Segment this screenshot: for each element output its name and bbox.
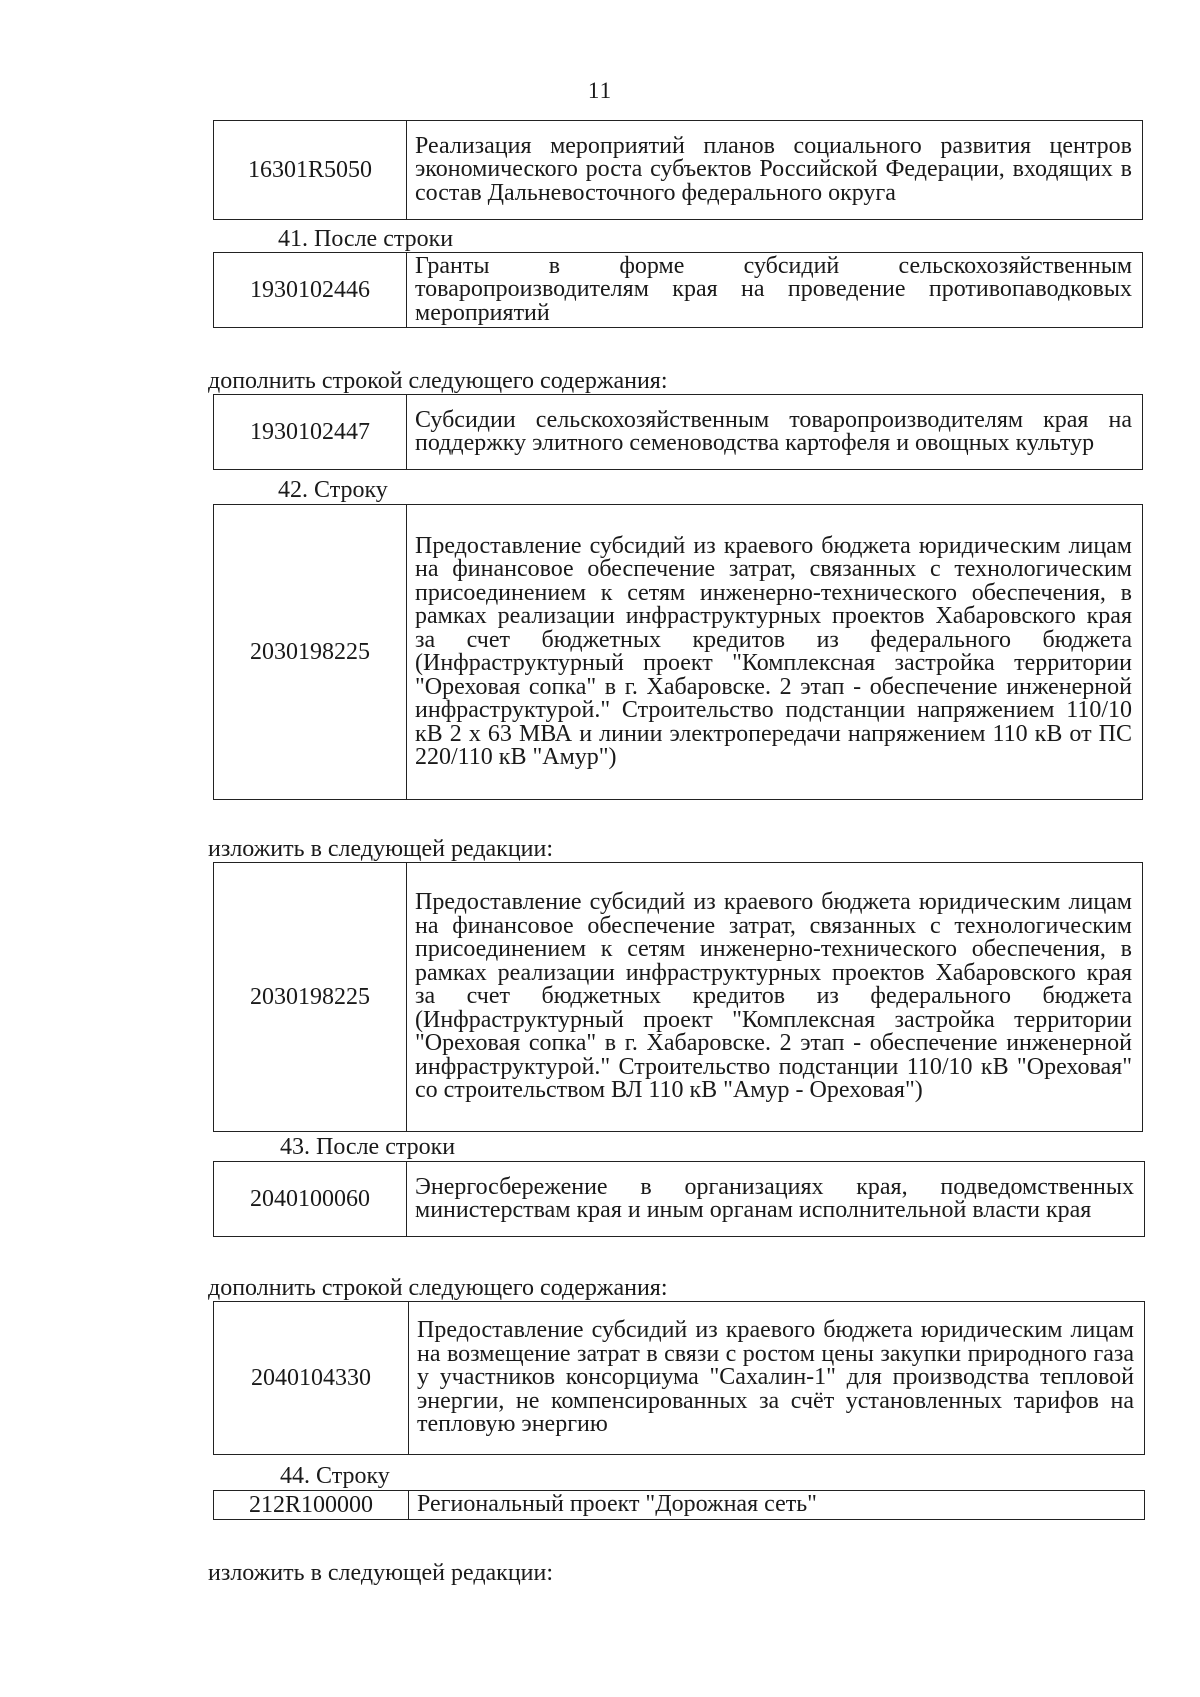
budget-code: 16301R5050 xyxy=(214,121,407,220)
section-heading: 42. Строку xyxy=(278,477,388,503)
code-table xyxy=(213,862,1143,1132)
table-row xyxy=(214,395,1143,470)
section-heading: 44. Строку xyxy=(280,1463,390,1489)
instruction-text: изложить в следующей редакции: xyxy=(208,836,554,862)
item-description: Предоставление субсидий из краевого бюджета юридическим лицам на финансовое обеспечение затрат, связанных с технологическим присоединением к сетям инженерно-технического обеспечения, в рамках реализации инфраструктурных проектов Хабаровского края за счет бюджетных кредитов из федерального бюджета (Инфраструктурный проект "Комплексная застройка территории "Ореховая сопка" в г. Хабаровске. 2 этап - обеспечение инженерной инфраструктурой." Строительство подстанции напряжением 110/10 кВ 2 х 63 МВА и линии электропередачи напряжением 110 кВ от ПС 220/110 кВ "Амур") xyxy=(407,505,1143,800)
instruction-text: изложить в следующей редакции: xyxy=(208,1560,554,1586)
code-table xyxy=(213,252,1143,328)
item-description: Региональный проект "Дорожная сеть" xyxy=(409,1491,1145,1520)
instruction-text: дополнить строкой следующего содержания: xyxy=(208,368,668,394)
section-heading: 43. После строки xyxy=(280,1134,456,1160)
code-table xyxy=(213,1301,1145,1455)
code-table xyxy=(213,504,1143,800)
budget-code: 2030198225 xyxy=(214,863,407,1132)
item-description: Предоставление субсидий из краевого бюджета юридическим лицам на возмещение затрат в связи с ростом цены закупки природного газа у участников консорциума "Сахалин-1" для производства тепловой энергии, не компенсированных за счёт установленных тарифов на тепловую энергию xyxy=(409,1302,1145,1455)
item-description: Гранты в форме субсидий сельскохозяйственным товаропроизводителям края на проведение противопаводковых мероприятий xyxy=(407,253,1143,328)
code-table xyxy=(213,394,1143,470)
item-description: Субсидии сельскохозяйственным товаропроизводителям края на поддержку элитного семеноводства картофеля и овощных культур xyxy=(407,395,1143,470)
table-row xyxy=(214,253,1143,328)
page-number: 11 xyxy=(587,78,613,103)
table-row xyxy=(214,121,1143,220)
table-row xyxy=(214,863,1143,1132)
table-row xyxy=(214,1302,1145,1455)
section-heading: 41. После строки xyxy=(278,226,454,252)
item-description: Энергосбережение в организациях края, подведомственных министерствам края и иным органам исполнительной власти края xyxy=(407,1162,1145,1237)
code-table xyxy=(213,1490,1145,1520)
budget-code: 2040104330 xyxy=(214,1302,409,1455)
code-table xyxy=(213,1161,1145,1237)
instruction-text: дополнить строкой следующего содержания: xyxy=(208,1275,668,1301)
budget-code: 2030198225 xyxy=(214,505,407,800)
budget-code: 212R100000 xyxy=(214,1491,409,1520)
table-row xyxy=(214,1491,1145,1520)
table-row xyxy=(214,505,1143,800)
budget-code: 1930102447 xyxy=(214,395,407,470)
table-row xyxy=(214,1162,1145,1237)
item-description: Предоставление субсидий из краевого бюджета юридическим лицам на финансовое обеспечение затрат, связанных с технологическим присоединением к сетям инженерно-технического обеспечения, в рамках реализации инфраструктурных проектов Хабаровского края за счет бюджетных кредитов из федерального бюджета (Инфраструктурный проект "Комплексная застройка территории "Ореховая сопка" в г. Хабаровске. 2 этап - обеспечение инженерной инфраструктурой." Строительство подстанции 110/10 кВ "Ореховая" со строительством ВЛ 110 кВ "Амур - Ореховая") xyxy=(407,863,1143,1132)
code-table xyxy=(213,120,1143,220)
budget-code: 1930102446 xyxy=(214,253,407,328)
item-description: Реализация мероприятий планов социального развития центров экономического роста субъектов Российской Федерации, входящих в состав Дальневосточного федерального округа xyxy=(407,121,1143,220)
budget-code: 2040100060 xyxy=(214,1162,407,1237)
